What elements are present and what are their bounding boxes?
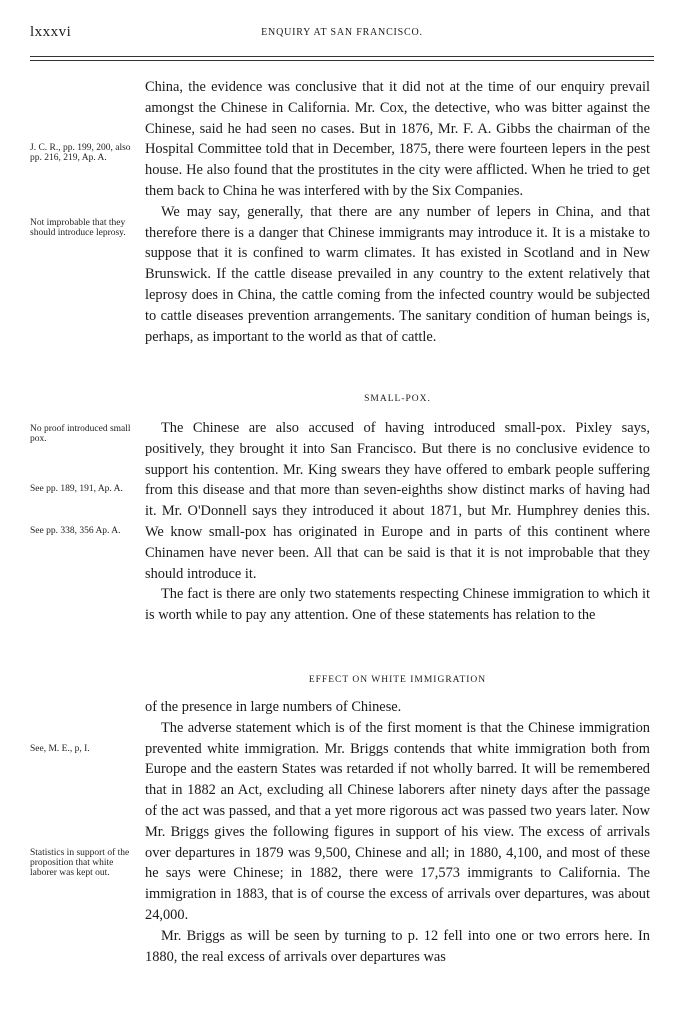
- paragraph-leprosy-evidence: China, the evidence was conclusive that it did not at the time of our enquiry prevail amongst the Chinese in California. Mr. Cox, the detective, who was bitter against the Chinese, said he had seen no cases. But in 1876, Mr. F. A. Gibbs the chairman of the Hospital Committee told that in December, 1875, there were fourteen lepers in the pest house. He also found that the prostitutes in the city were afflicted. When he tried to get them back to China he was interfered with by the Six Companies.: [145, 79, 650, 199]
- body-section-white-immigration: [145, 697, 650, 967]
- sidenote-jcr-reference: J. C. R., pp. 199, 200, also pp. 216, 219, Ap. A.: [30, 143, 131, 163]
- header-rule-bottom: [30, 60, 654, 61]
- paragraph-presence-of-chinese: of the presence in large numbers of Chinese.: [145, 699, 402, 715]
- header-rule-top: [30, 56, 654, 57]
- paragraph-small-pox: The Chinese are also accused of having introduced small-pox. Pixley says, positively, they brought it into San Francisco. But there is no conclusive evidence to support his contention. Mr. King swears they have offered to embark people suffering from this disease and that more than seven-eighths show distinct marks of having had it. Mr. O'Donnell says they introduced it about 1871, but Mr. Humphrey denies this. We know small-pox has originated in Europe and in parts of this continent where Chinamen have never been. All that can be said is that it is not improbable that they should introduce it.: [145, 420, 650, 582]
- paragraph-leprosy-danger: We may say, generally, that there are any number of lepers in China, and that therefore there is a danger that Chinese immigrants may introduce it. It is a mistake to suppose that it is confined to warm climates. It has existed in Scotland and in New Brunswick. If the cattle disease prevailed in any country to the extent relatively that leprosy does in China, the cattle coming from the infected country would be subjected to cattle diseases prevention arrangements. The sanitary condition of human beings is, perhaps, as important to the world as that of cattle.: [145, 203, 650, 345]
- body-section-small-pox: [145, 418, 650, 626]
- sidenote-see-pp-338: See pp. 338, 356 Ap. A.: [30, 526, 121, 536]
- heading-effect-on-white-immigration: EFFECT ON WHITE IMMIGRATION: [308, 675, 487, 685]
- sidenote-see-pp-189: See pp. 189, 191, Ap. A.: [30, 484, 123, 494]
- body-section-leprosy: [145, 77, 650, 347]
- page-header: [30, 24, 654, 44]
- sidenote-no-proof: No proof introduced small pox.: [30, 424, 131, 444]
- paragraph-two-statements: The fact is there are only two statements respecting Chinese immigration to which it is worth while to pay any attention. One of these statements has relation to the: [145, 586, 650, 624]
- heading-small-pox: SMALL-POX.: [364, 394, 431, 404]
- sidenote-statistics: Statistics in support of the proposition that white laborer was kept out.: [30, 848, 130, 878]
- page-number: lxxxvi: [30, 24, 72, 40]
- sidenote-not-improbable: Not improbable that they should introduce leprosy.: [30, 218, 126, 238]
- sidenote-see-me: See, M. E., p, I.: [30, 744, 90, 754]
- running-head: ENQUIRY AT SAN FRANCISCO.: [261, 27, 423, 38]
- paragraph-briggs-errors: Mr. Briggs as will be seen by turning to p. 12 fell into one or two errors here. In 1880, the real excess of arrivals over departures was: [145, 927, 650, 965]
- paragraph-adverse-statement: The adverse statement which is of the first moment is that the Chinese immigration prevented white immigration. Mr. Briggs contends that white immigration both from Europe and the eastern States was retarded if not wholly barred. It will be remembered that in 1882 an Act, excluding all Chinese laborers after ninety days after the passage of the act was passed, and that a yet more rigorous act was passed two years later. Now Mr. Briggs gives the following figures in support of his view. The excess of arrivals over departures in 1879 was 9,500, Chinese and all; in 1880, 4,100, and most of these he says were Chinese; in 1882, there were 17,573 immigrants to California. The immigration in 1883, that is of course the excess of arrivals over departures, was about 24,000.: [145, 719, 650, 923]
